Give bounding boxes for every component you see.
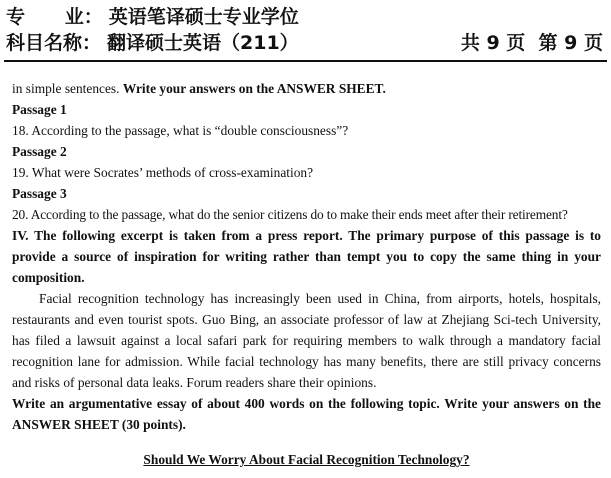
page-info: 共 9 页 第 9 页 [460,32,603,54]
major-row [6,4,603,30]
intro-instruction: Write your answers on the ANSWER SHEET. [122,81,386,96]
passage2-heading: Passage 2 [12,144,67,159]
header-divider [4,60,607,62]
excerpt-paragraph: Facial recognition technology has increasingly been used in China, from airports, hotels, hospitals, restaurants and even tourist spots. Guo Bing, an associate professor of law at Zhejiang Sci-tech University, has filed a lawsuit against a local safari park for requiring members to walk through a mandatory facial recognition lane for admission. While facial technology has many benefits, there are still privacy concerns and risks of personal data leaks. Forum readers share their opinions. [12,291,601,390]
section-4-heading: IV. The following excerpt is taken from a press report. The primary purpose of this passage is to provide a source of inspiration for writing rather than tempt you to copy the same thing in your composition. [12,228,601,285]
essay-title: Should We Worry About Facial Recognition Technology? [143,452,470,467]
exam-body [12,78,601,470]
intro-line [12,78,601,99]
major-value: 英语笔译硕士专业学位 [108,6,299,28]
passage1-heading: Passage 1 [12,102,67,117]
essay-instruction: Write an argumentative essay of about 400 words on the following topic. Write your answers on the ANSWER SHEET (30 points). [12,396,601,432]
intro-text: in simple sentences. [12,81,123,96]
passage3-heading: Passage 3 [12,186,67,201]
question-19: 19. What were Socrates’ methods of cross-examination? [12,165,314,180]
exam-header [6,4,603,56]
question-20: 20. According to the passage, what do the senior citizens do to make their ends meet after their retirement? [12,207,568,222]
major-label: 专 业： [6,6,103,28]
subject-value: 翻译硕士英语（211） [107,32,299,54]
subject-row [6,30,603,56]
subject-label: 科目名称： [6,32,102,54]
question-18: 18. According to the passage, what is “double consciousness”? [12,123,349,138]
